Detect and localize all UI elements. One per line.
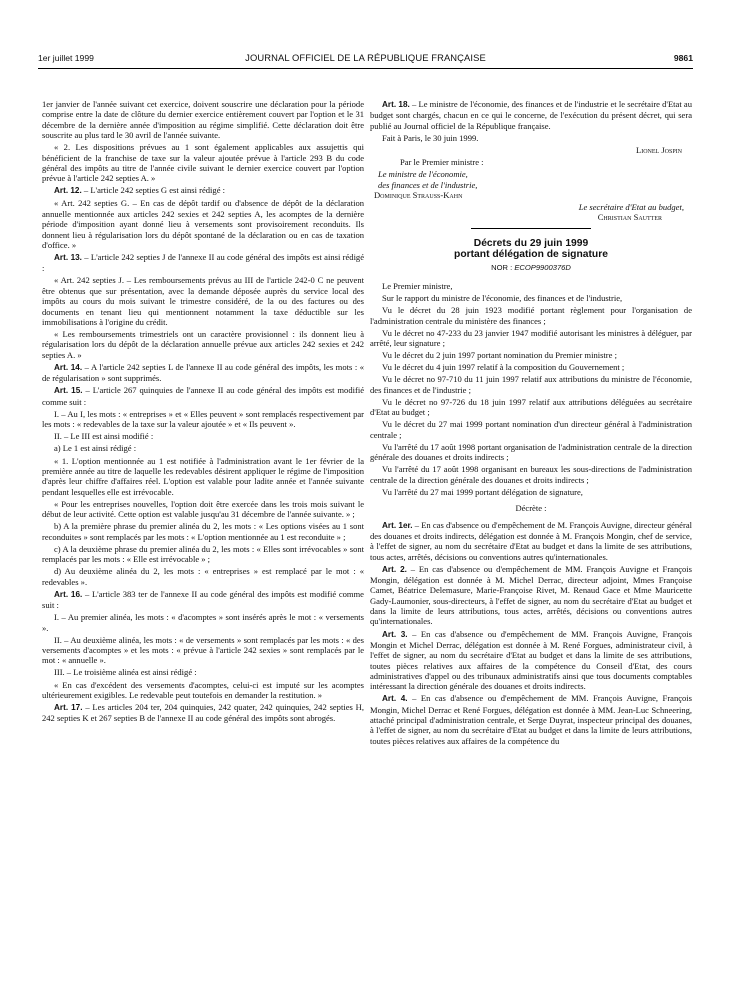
nor-reference xyxy=(370,263,692,273)
paragraph: II. – Le III est ainsi modifié : xyxy=(54,431,154,442)
article-text: – En cas d'absence ou d'empêchement de MM. François Auvigne, François Mongin, Michel Derrac et René Forgues, délégation est donnée à MM. Jean-Luc Schneering, attaché principal d'administration centrale, et Serge Duyrat, inspecteur principal des douanes, à l'effet de signer, au nom du secrétaire d'Etat au budget et dans la limite de leurs attributions, toutes pièces relatives aux affaires de la compétence du xyxy=(370,693,692,746)
decree-title xyxy=(370,238,692,261)
paragraph: Vu le décret du 28 juin 1923 modifié portant règlement pour l'organisation de l'administration centrale du ministère des finances ; xyxy=(370,305,692,326)
article-label: Art. 14. xyxy=(54,362,83,372)
article-label: Art. 12. xyxy=(54,186,82,196)
article-text: – A l'article 242 septies L de l'annexe II au code général des impôts, les mots : « de régularisation » sont supprimés. xyxy=(42,361,364,384)
article-label: Art. 1er. xyxy=(382,520,413,530)
article-1 xyxy=(370,520,692,562)
article-15 xyxy=(42,385,364,407)
signature-minister: Dominique Strauss-Kahn xyxy=(374,189,463,200)
paragraph: a) Le 1 est ainsi rédigé : xyxy=(54,443,137,454)
article-label: Art. 3. xyxy=(382,629,408,639)
minister-title-cont: des finances et de l'industrie, xyxy=(378,179,478,190)
article-text: – En cas d'absence ou d'empêchement de MM. François Auvigne et François Mongin, délégation est donnée à M. Michel Derrac, directeur adjoint, Mmes Françoise Camet, Béatrice Delemasure, Marie-Françoise Rivet, M. Renaud Gace et Mme Mauricette Gady-Laumonier, sous-directeurs, à l'effet de signer, au nom du secrétaire d'Etat au budget et dans la limite de leurs attributions, tous actes, arrêtés, décisions ou conventions autres qu'internationales. xyxy=(370,563,692,627)
page-header xyxy=(38,51,693,67)
paragraph: Vu le décret du 4 juin 1997 relatif à la composition du Gouvernement ; xyxy=(382,362,625,373)
paragraph: Vu l'arrêté du 17 août 1998 organisant en bureaux les sous-directions de l'administration centrale de la direction générale des douanes et droits indirects ; xyxy=(370,464,692,485)
right-column xyxy=(370,99,692,748)
paragraph: « En cas d'excédent des versements d'acomptes, celui-ci est imputé sur les acomptes ultérieurement exigibles. Le redevable peut toutefois en demander la restitution. » xyxy=(42,679,364,700)
signature-secretary: Christian Sautter xyxy=(597,212,662,223)
paragraph: Vu l'arrêté du 27 mai 1999 portant délégation de signature, xyxy=(382,486,583,497)
paragraph: « Art. 242 septies J. – Les remboursements prévus au III de l'article 242-0 C ne peuvent être obtenus que sur présentation, avec la demande déposée auprès du service local des impôts au cours du mois suivant le trimestre considéré, de la ou des factures ou des documents en tenant lieu qui mentionnent notamment la taxe déductible sur les immobilisations à l'origine du crédit. xyxy=(42,275,364,327)
paragraph: II. – Au deuxième alinéa, les mots : « de versements » sont remplacés par les mots : « des versements d'acomptes » et les mots : « prévue à l'article 242 sexies » sont remplacés par le mot : « annuelle ». xyxy=(42,634,364,666)
article-text: – L'article 242 septies J de l'annexe II au code général des impôts est ainsi rédigé : xyxy=(42,252,365,274)
secretary-title: Le secrétaire d'Etat au budget, xyxy=(578,202,684,213)
left-column xyxy=(42,99,364,726)
paragraph: d) Au deuxième alinéa du 2, les mots : « entreprises » est remplacé par le mot : « redevables ». xyxy=(42,566,364,587)
paragraph: Vu le décret no 97-726 du 18 juin 1997 relatif aux attributions déléguées au secrétaire d'Etat au budget ; xyxy=(370,396,692,418)
paragraph: III. – Le troisième alinéa est ainsi rédigé : xyxy=(54,667,197,678)
paragraph: « Pour les entreprises nouvelles, l'option doit être exercée dans les trois mois suivant le début de leur activité. Cette option est valable jusqu'au 31 décembre de l'année suivante. » ; xyxy=(42,498,364,520)
paragraph: Sur le rapport du ministre de l'économie, des finances et de l'industrie, xyxy=(382,293,623,304)
article-text: – Le ministre de l'économie, des finances et de l'industrie et le secrétaire d'Etat au budget sont chargés, chacun en ce qui le concerne, de l'exécution du présent décret, qui sera publié au Journal officiel de la République française. xyxy=(370,99,692,131)
header-rule xyxy=(38,68,693,69)
paragraph: Le Premier ministre, xyxy=(382,280,453,291)
paragraph: c) A la deuxième phrase du premier alinéa du 2, les mots : « Elles sont irrévocables » sont remplacés par les mots : « Elle est irrévocable » ; xyxy=(42,543,364,565)
paragraph: « 1. L'option mentionnée au 1 est notifiée à l'administration avant le 1er février de la première année au titre de laquelle les redevables désirent appliquer le régime de l'imposition d'après leur chiffre d'affaires réel. L'option est valable pour ladite année et l'année suivante pendant lesquelles elle est irrévocable. xyxy=(42,455,364,497)
paragraph: Vu le décret du 2 juin 1997 portant nomination du Premier ministre ; xyxy=(382,350,617,361)
signature-date: Fait à Paris, le 30 juin 1999. xyxy=(382,132,479,143)
article-text: – En cas d'absence ou d'empêchement de M. François Auvigne, directeur général des douanes et droits indirects, délégation est donnée à M. François Mongin, chef de service, à l'effet de signer, au nom du secrétaire d'Etat au budget et dans la limite de ses attributions, tous actes, arrêtés, décisions ou conventions autres qu'internationales. xyxy=(370,519,692,562)
paragraph: I. – Au I, les mots : « entreprises » et « Elles peuvent » sont remplacés respectivement par les mots : « redevables de la taxe sur la valeur ajoutée » et « Ils peuvent ». xyxy=(42,408,364,430)
article-label: Art. 16. xyxy=(54,589,83,599)
signature-prime-minister: Lionel Jospin xyxy=(635,144,682,155)
paragraph: Vu le décret no 47-233 du 23 janvier 1947 modifié autorisant les ministres à déléguer, par arrêté, leur signature ; xyxy=(370,327,692,349)
article-label: Art. 4. xyxy=(382,694,408,704)
article-label: Art. 2. xyxy=(382,564,407,574)
paragraph: 1er janvier de l'année suivant cet exercice, doivent souscrire une déclaration pour la période comprise entre la date de clôture du dernier exercice entièrement couvert par l'option et le 31 décembre de la dernière année d'imposition au régime simplifié. Cette déclaration doit être souscrite au plus tard le 30 avril de l'année suivante. xyxy=(42,99,364,141)
article-label: Art. 15. xyxy=(54,386,83,396)
paragraph: « Art. 242 septies G. – En cas de dépôt tardif ou d'absence de dépôt de la déclaration annuelle mentionnée aux articles 242 sexies et 242 septies A, les acomptes de la dernière période d'imposition ayant donné lieu à versements sont provisoirement reconduits. Ils donnent lieu à régularisation lors du dépôt spontané de la déclaration ou en cas de taxation d'office. » xyxy=(42,198,364,250)
section-separator xyxy=(471,228,591,229)
nor-label: NOR : xyxy=(491,262,515,272)
article-2 xyxy=(370,564,692,627)
article-label: Art. 17. xyxy=(54,703,83,713)
article-17 xyxy=(42,702,364,724)
article-text: – L'article 267 quinquies de l'annexe II au code général des impôts est modifié comme suit : xyxy=(42,385,364,407)
article-3 xyxy=(370,629,692,692)
paragraph: b) A la première phrase du premier alinéa du 2, les mots : « Les options visées au 1 sont reconduites » sont remplacés par les mots : « L'option mentionnée au 1 est reconduite » ; xyxy=(42,521,364,542)
article-16 xyxy=(42,589,364,611)
article-text: – L'article 383 ter de l'annexe II au code général des impôts est modifié comme suit : xyxy=(42,588,364,611)
article-12 xyxy=(42,185,364,196)
decree-title-line: portant délégation de signature xyxy=(454,249,608,261)
minister-title: Le ministre de l'économie, xyxy=(378,169,468,180)
by-line: Par le Premier ministre : xyxy=(400,157,484,168)
article-18 xyxy=(370,99,692,131)
paragraph: I. – Au premier alinéa, les mots : « d'acomptes » sont insérés après le mot : « versements ». xyxy=(42,612,364,633)
nor-value: ECOP9900376D xyxy=(514,262,571,272)
article-label: Art. 13. xyxy=(54,253,82,262)
article-13 xyxy=(42,252,364,274)
paragraph: « Les remboursements trimestriels ont un caractère provisionnel : ils donnent lieu à régularisation lors du dépôt de la déclaration annuelle prévue aux articles 242 sexies et 242 septies A. » xyxy=(42,329,364,360)
article-label: Art. 18. xyxy=(382,100,410,109)
journal-title: JOURNAL OFFICIEL DE LA RÉPUBLIQUE FRANÇAISE xyxy=(245,52,486,63)
decrete: Décrète : xyxy=(515,503,547,514)
paragraph: « 2. Les dispositions prévues au 1 sont également applicables aux assujettis qui bénéficient de la franchise de taxe sur la valeur ajoutée prévue à l'article 293 B du code général des impôts au titre de l'année civile suivant le dernier exercice couvert par l'option prévue à l'article 242 septies A. » xyxy=(42,142,364,184)
header-date: 1er juillet 1999 xyxy=(38,53,94,63)
article-4 xyxy=(370,693,692,746)
article-text: – Les articles 204 ter, 204 quinquies, 242 quater, 242 quinquies, 242 septies H, 242 septies K et 267 septies B de l'annexe II au code général des impôts sont abrogés. xyxy=(42,702,364,724)
article-14 xyxy=(42,362,364,384)
paragraph: Vu l'arrêté du 17 août 1998 portant organisation de l'administration centrale de la direction générale des douanes et droits indirects ; xyxy=(370,441,692,463)
decree-title-line: Décrets du 29 juin 1999 xyxy=(473,237,589,249)
paragraph: Vu le décret no 97-710 du 11 juin 1997 relatif aux attributions du ministre de l'économie, des finances et de l'industrie ; xyxy=(370,374,692,395)
article-text: – En cas d'absence ou d'empêchement de MM. François Auvigne, François Mongin et Michel Derrac, délégation est donnée à M. René Forgues, administrateur civil, à l'effet de signer, au nom du secrétaire d'Etat au budget et dans la limite de ses attributions, toutes pièces relatives aux affaires de la compétence du Conseil d'Etat, des cours administratives d'appel ou des tribunaux administratifs ainsi que tous documents comptables intéressant la direction générale des douanes et droits indirects. xyxy=(370,628,692,692)
paragraph: Vu le décret du 27 mai 1999 portant nomination d'un directeur général à l'administration centrale ; xyxy=(370,419,692,440)
article-text: – L'article 242 septies G est ainsi rédigé : xyxy=(81,185,226,196)
page-number: 9861 xyxy=(673,53,693,63)
